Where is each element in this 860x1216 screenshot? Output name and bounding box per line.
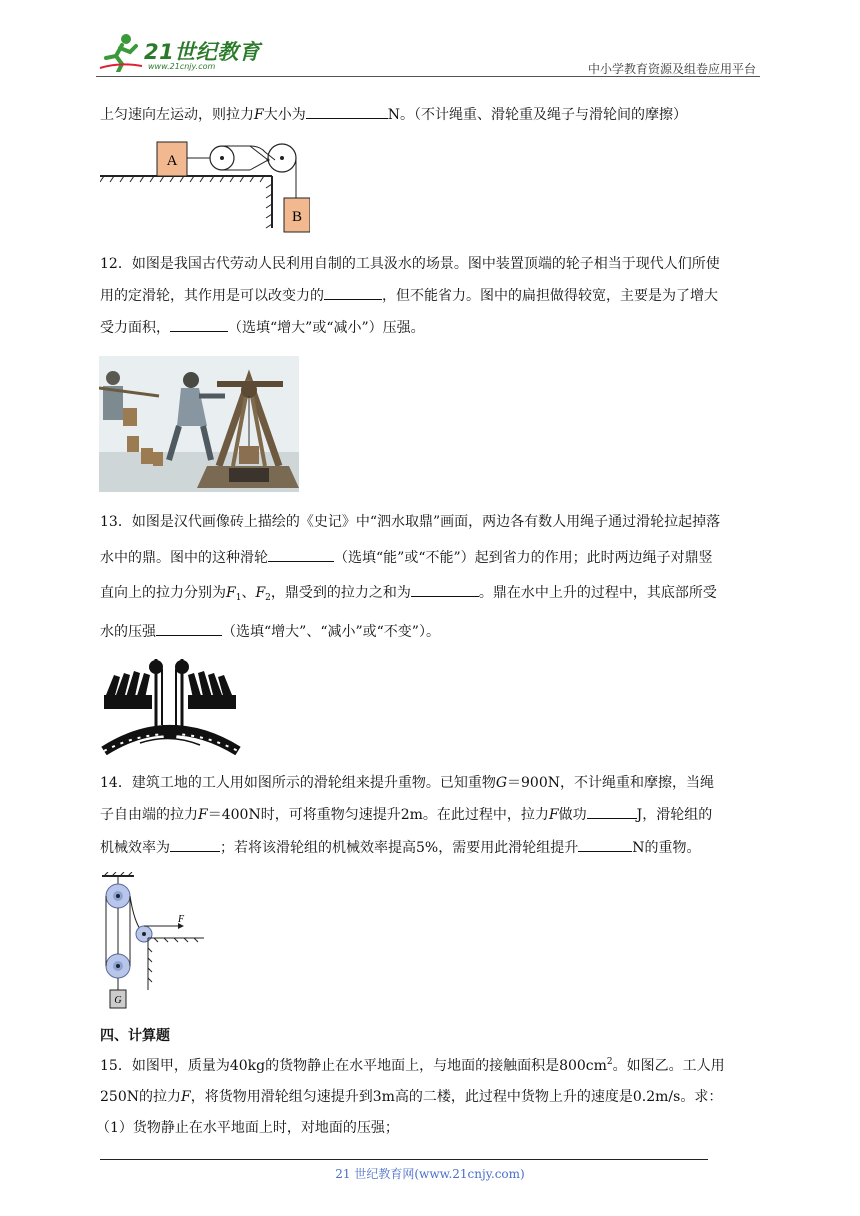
box-b-label: B <box>291 209 303 225</box>
q15-line3: （1）货物静止在水平地面上时，对地面的压强； <box>96 1120 399 1136</box>
answer-blank[interactable] <box>268 547 334 562</box>
q12-ancient-well-illustration <box>99 356 299 492</box>
answer-blank[interactable] <box>170 317 228 332</box>
q14-line1: 14．建筑工地的工人用如图所示的滑轮组来提升重物。已知重物G＝900N，不计绳重和摩擦，当绳 <box>100 775 714 791</box>
site-logo <box>96 32 266 72</box>
answer-blank[interactable] <box>578 837 632 852</box>
q14-pulley-block-figure <box>98 872 208 1012</box>
q14-line2: 子自由端的拉力F＝400N时，可将重物匀速提升2m。在此过程中，拉力F做功 J，滑轮组的 <box>100 804 765 825</box>
q14-line3: 机械效率为 ；若将该滑轮组的机械效率提高5%，需要用此滑轮组提升 N的重物。 <box>100 837 765 858</box>
q12-line2: 用的定滑轮，其作用是可以改变力的 ，但不能省力。图中的扁担做得较宽，主要是为了增大 <box>100 285 765 306</box>
q11-text: 上匀速向左运动，则拉力F大小为 N。（不计绳重、滑轮重及绳子与滑轮间的摩擦） <box>100 104 765 125</box>
q13-line1: 13．如图是汉代画像砖上描绘的《史记》中“泗水取鼎”画面，两边各有数人用绳子通过滑轮拉起掉落 <box>100 514 721 530</box>
q15-line1: 15．如图甲，质量为40kg的货物静止在水平地面上，与地面的接触面积是$800cm^2$。如图乙。工人用 <box>100 1057 725 1074</box>
box-a-label: A <box>166 153 178 169</box>
answer-blank[interactable] <box>324 285 382 300</box>
q13-line3: 直向上的拉力分别为$F_1$、$F_2$，鼎受到的拉力之和为 。鼎在水中上升的过程中，其底部所受 <box>100 582 765 608</box>
answer-blank[interactable] <box>306 104 388 119</box>
q13-han-brick-illustration <box>100 655 242 755</box>
answer-blank[interactable] <box>156 621 222 636</box>
q12-line1: 12．如图是我国古代劳动人民利用自制的工具汲水的场景。图中装置顶端的轮子相当于现代人们所使 <box>100 256 720 272</box>
logo-url: www.21cnjy.com <box>148 62 216 71</box>
q13-line2: 水中的鼎。图中的这种滑轮 （选填“能”或“不能”）起到省力的作用；此时两边绳子对鼎竖 <box>100 547 765 568</box>
weight-g-label: G <box>114 995 122 1006</box>
answer-blank[interactable] <box>170 837 220 852</box>
footer-text: 21 世纪教育网(www.21cnjy.com) <box>335 1167 525 1181</box>
force-f-label: F <box>178 914 185 925</box>
q15-line2: 250N的拉力F，将货物用滑轮组匀速提升到3m高的二楼，此过程中货物上升的速度是0.2m/s。求： <box>100 1089 723 1105</box>
section-title: 四、计算题 <box>100 1028 170 1044</box>
answer-blank[interactable] <box>411 582 479 597</box>
page-header <box>96 30 760 77</box>
footer-divider <box>100 1159 708 1160</box>
q11-pulley-figure <box>100 138 310 234</box>
answer-blank[interactable] <box>587 804 637 819</box>
header-platform-text: 中小学教育资源及组卷应用平台 <box>587 62 756 76</box>
q12-line3: 受力面积， （选填“增大”或“减小”）压强。 <box>100 317 765 338</box>
runner-logo-icon <box>96 32 144 72</box>
q13-line4: 水的压强 （选填“增大”、“减小”或“不变”）。 <box>100 621 765 642</box>
logo-text: 21世纪教育 <box>144 40 261 64</box>
